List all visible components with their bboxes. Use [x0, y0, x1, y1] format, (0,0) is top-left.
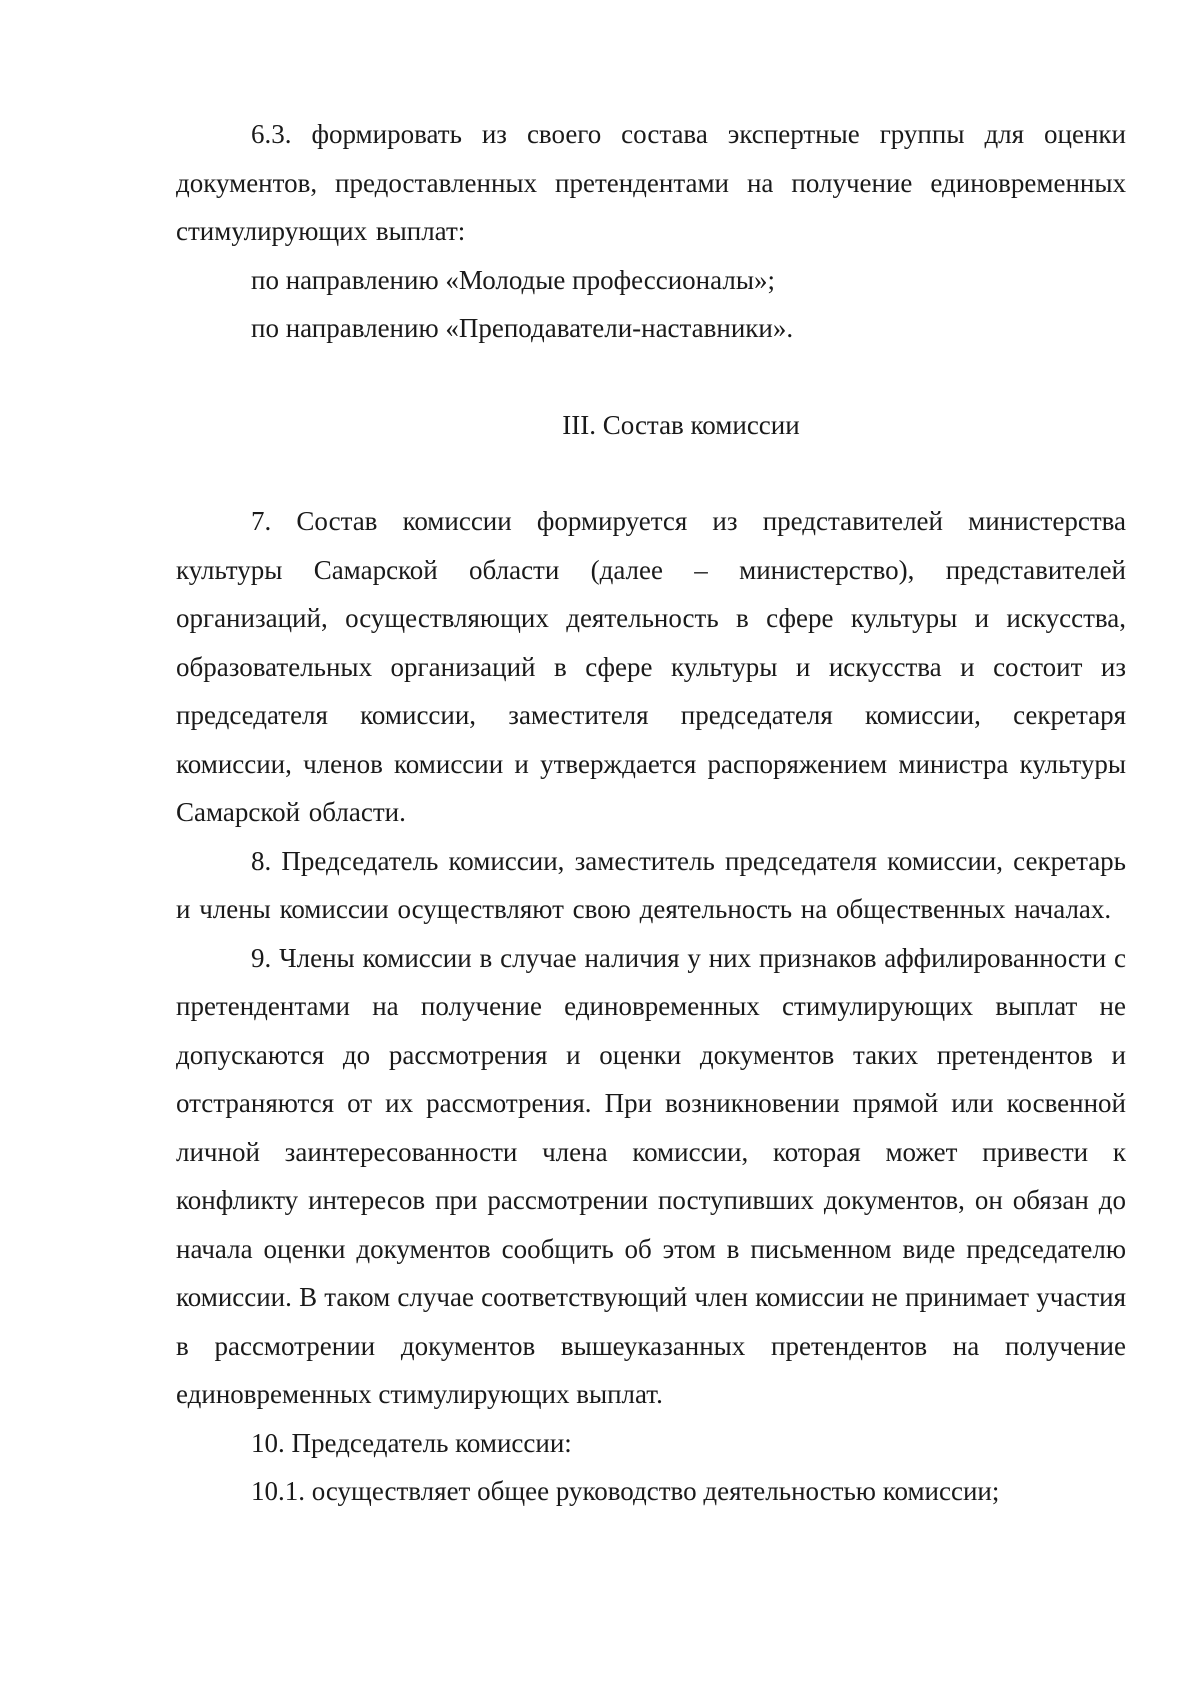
- spacer: [176, 449, 1126, 497]
- paragraph-9: 9. Члены комиссии в случае наличия у них признаков аффилированности с претендентами на получение единовременных стимулирующих выплат не допускаются до рассмотрения и оценки документов таких претендентов и отстраняются от их рассмотрения. При возникновении прямой или косвенной личной заинтересованности члена комиссии, которая может привести к конфликту интересов при рассмотрении поступивших документов, он обязан до начала оценки документов сообщить об этом в письменном виде председателю комиссии. В таком случае соответствующий член комиссии не принимает участия в рассмотрении документов вышеуказанных претендентов на получение единовременных стимулирующих выплат.: [176, 942, 1126, 1409]
- paragraph-6-3: 6.3. формировать из своего состава экспертные группы для оценки документов, предоставленных претендентами на получение единовременных стимулирующих выплат:: [176, 119, 1126, 246]
- paragraph-direction-young-professionals: по направлению «Молодые профессионалы»;: [251, 264, 775, 295]
- paragraph-10-1: 10.1. осуществляет общее руководство деятельностью комиссии;: [251, 1476, 1000, 1506]
- paragraph-7: 7. Состав комиссии формируется из представителей министерства культуры Самарской области (далее – министерство), представителей организаций, осуществляющих деятельность в сфере культуры и искусства, образовательных организаций в сфере культуры и искусства и состоит из председателя комиссии, заместителя председателя комиссии, секретаря комиссии, членов комиссии и утверждается распоряжением министра культуры Самарской области.: [176, 506, 1126, 827]
- document-page: [176, 110, 1126, 1516]
- paragraph-10: 10. Председатель комиссии:: [251, 1427, 572, 1458]
- paragraph-8: 8. Председатель комиссии, заместитель председателя комиссии, секретарь и члены комиссии осуществляют свою деятельность на общественных началах.: [176, 845, 1126, 924]
- section-heading: III. Состав комиссии: [562, 409, 800, 440]
- paragraph-direction-teachers-mentors: по направлению «Преподаватели-наставники».: [251, 313, 794, 343]
- spacer: [176, 353, 1126, 401]
